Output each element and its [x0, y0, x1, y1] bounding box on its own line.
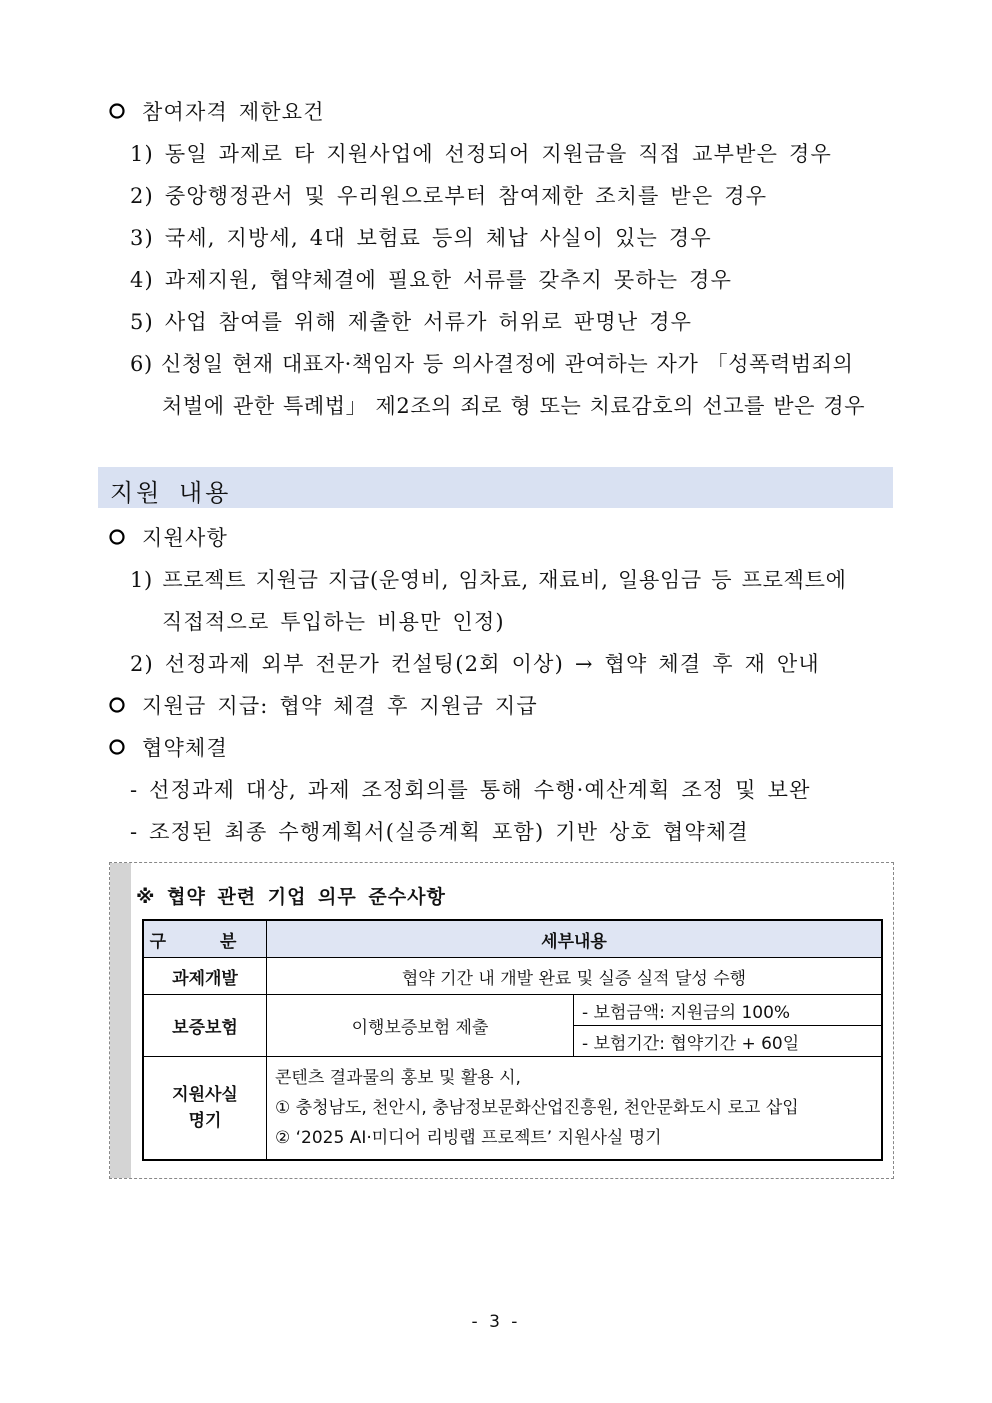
agreement-item: - 조정된 최종 수행계획서(실증계획 포함) 기반 상호 협약체결 [130, 820, 749, 844]
circle-bullet-icon [108, 102, 126, 120]
table-row [143, 995, 882, 1026]
eligibility-item-continued: 처벌에 관한 특례법」 제2조의 죄로 형 또는 치료감호의 선고를 받은 경우 [162, 394, 866, 418]
table-header-details: 세부내용 [267, 920, 883, 958]
section-title: 지원 내용 [110, 479, 232, 507]
eligibility-item: 1) 동일 과제로 타 지원사업에 선정되어 지원금을 직접 교부받은 경우 [130, 142, 832, 166]
row-category: 보증보험 [143, 995, 267, 1057]
detail-line: 콘텐츠 결과물의 홍보 및 활용 시, [275, 1068, 521, 1088]
circle-bullet-icon [108, 696, 126, 714]
agreement-heading: 협약체결 [142, 736, 228, 760]
detail-line: ① 충청남도, 천안시, 충남정보문화산업진흥원, 천안문화도시 로고 삽입 [275, 1098, 799, 1118]
obligation-table [142, 919, 883, 1161]
table-row [143, 1057, 882, 1161]
eligibility-heading: 참여자격 제한요건 [142, 100, 325, 124]
table-header-category: 구 분 [143, 920, 267, 958]
agreement-item: - 선정과제 대상, 과제 조정회의를 통해 수행·예산계획 조정 및 보완 [130, 778, 811, 802]
row-subdetail: - 보험기간: 협약기간 + 60일 [574, 1026, 883, 1057]
detail-line: ② ‘2025 AI·미디어 리빙랩 프로젝트’ 지원사실 명기 [275, 1128, 662, 1148]
eligibility-item: 6) 신청일 현재 대표자·책임자 등 의사결정에 관여하는 자가 「성폭력범죄의 [130, 352, 854, 376]
row-category-line: 명기 [188, 1111, 222, 1131]
circle-bullet-icon [108, 738, 126, 756]
row-category: 과제개발 [143, 958, 267, 995]
circle-bullet-icon [108, 528, 126, 546]
page-number: - 3 - [471, 1312, 521, 1332]
note-title: ※ 협약 관련 기업 의무 준수사항 [136, 886, 446, 908]
eligibility-item: 5) 사업 참여를 위해 제출한 서류가 허위로 판명난 경우 [130, 310, 693, 334]
eligibility-item: 4) 과제지원, 협약체결에 필요한 서류를 갖추지 못하는 경우 [130, 268, 733, 292]
row-subdetail: - 보험금액: 지원금의 100% [574, 995, 883, 1026]
support-item: 1) 프로젝트 지원금 지급(운영비, 임차료, 재료비, 일용임금 등 프로젝트에 [130, 568, 847, 592]
row-category-line: 지원사실 [172, 1085, 238, 1105]
note-box-strip [110, 863, 131, 1178]
row-details [267, 1057, 883, 1161]
payment-text: 지원금 지급: 협약 체결 후 지원금 지급 [142, 694, 538, 718]
eligibility-item: 2) 중앙행정관서 및 우리원으로부터 참여제한 조치를 받은 경우 [130, 184, 768, 208]
table-row [143, 958, 882, 995]
support-item-continued: 직접적으로 투입하는 비용만 인정) [162, 610, 505, 634]
row-details: 이행보증보험 제출 [267, 995, 574, 1057]
eligibility-item: 3) 국세, 지방세, 4대 보험료 등의 체납 사실이 있는 경우 [130, 226, 712, 250]
support-heading: 지원사항 [142, 526, 228, 550]
support-item: 2) 선정과제 외부 전문가 컨설팅(2회 이상) → 협약 체결 후 재 안내 [130, 652, 820, 676]
row-details: 협약 기간 내 개발 완료 및 실증 실적 달성 수행 [267, 958, 883, 995]
row-category [143, 1057, 267, 1161]
